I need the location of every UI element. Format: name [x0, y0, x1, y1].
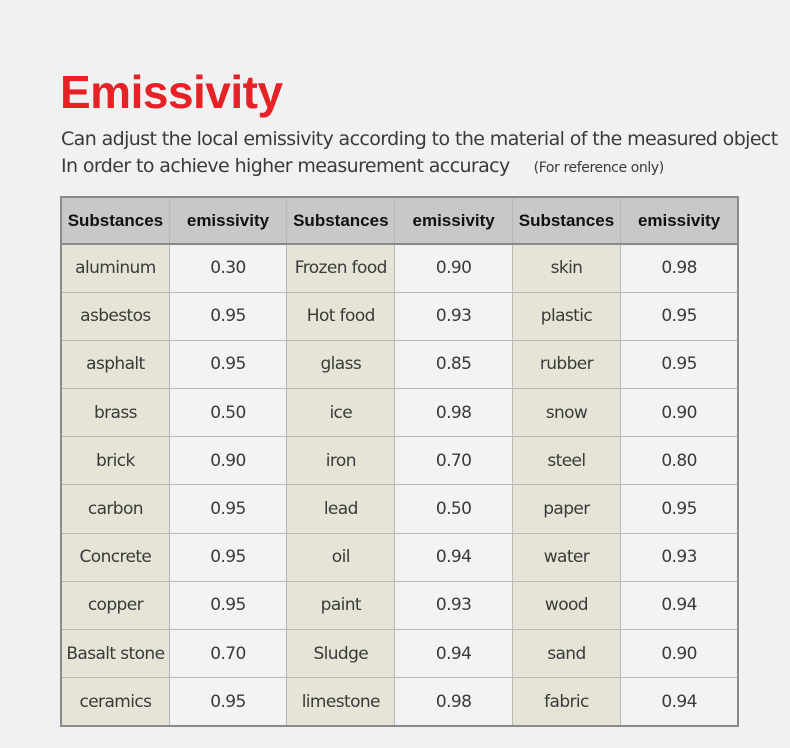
emissivity-value-cell: 0.94 [395, 533, 512, 581]
substance-cell: fabric [512, 678, 620, 726]
substance-cell: Basalt stone [61, 630, 169, 678]
substance-cell: asbestos [61, 292, 169, 340]
substance-cell: brass [61, 389, 169, 437]
table-row [61, 389, 738, 437]
substance-cell: lead [287, 485, 395, 533]
substance-cell: oil [287, 533, 395, 581]
subtitle-line-1: Can adjust the local emissivity according to the material of the measured object [61, 128, 778, 150]
emissivity-value-cell: 0.95 [621, 292, 738, 340]
substance-cell: snow [512, 389, 620, 437]
table-row [61, 581, 738, 629]
substance-cell: plastic [512, 292, 620, 340]
reference-note: (For reference only) [533, 160, 664, 176]
column-header-substances: Substances [512, 197, 620, 244]
emissivity-value-cell: 0.93 [395, 581, 512, 629]
emissivity-value-cell: 0.90 [169, 437, 286, 485]
emissivity-value-cell: 0.70 [395, 437, 512, 485]
emissivity-value-cell: 0.93 [621, 533, 738, 581]
substance-cell: sand [512, 630, 620, 678]
subtitle-line-2 [61, 153, 664, 181]
substance-cell: asphalt [61, 340, 169, 388]
substance-cell: limestone [287, 678, 395, 726]
substance-cell: brick [61, 437, 169, 485]
table-row [61, 630, 738, 678]
substance-cell: carbon [61, 485, 169, 533]
emissivity-value-cell: 0.90 [395, 244, 512, 292]
substance-cell: Sludge [287, 630, 395, 678]
emissivity-value-cell: 0.50 [395, 485, 512, 533]
emissivity-value-cell: 0.94 [395, 630, 512, 678]
emissivity-value-cell: 0.95 [169, 678, 286, 726]
table-row [61, 244, 738, 292]
emissivity-value-cell: 0.98 [395, 389, 512, 437]
substance-cell: wood [512, 581, 620, 629]
emissivity-value-cell: 0.50 [169, 389, 286, 437]
substance-cell: paper [512, 485, 620, 533]
emissivity-value-cell: 0.95 [169, 340, 286, 388]
emissivity-value-cell: 0.95 [169, 485, 286, 533]
emissivity-value-cell: 0.95 [169, 533, 286, 581]
emissivity-value-cell: 0.80 [621, 437, 738, 485]
emissivity-value-cell: 0.30 [169, 244, 286, 292]
substance-cell: rubber [512, 340, 620, 388]
substance-cell: Hot food [287, 292, 395, 340]
emissivity-value-cell: 0.93 [395, 292, 512, 340]
table-row [61, 678, 738, 726]
emissivity-value-cell: 0.98 [621, 244, 738, 292]
column-header-substances: Substances [287, 197, 395, 244]
substance-cell: iron [287, 437, 395, 485]
column-header-substances: Substances [61, 197, 169, 244]
emissivity-value-cell: 0.95 [621, 340, 738, 388]
emissivity-value-cell: 0.90 [621, 389, 738, 437]
table-header-row [61, 197, 738, 244]
table-row [61, 340, 738, 388]
column-header-emissivity: emissivity [169, 197, 286, 244]
substance-cell: paint [287, 581, 395, 629]
substance-cell: aluminum [61, 244, 169, 292]
substance-cell: glass [287, 340, 395, 388]
substance-cell: ice [287, 389, 395, 437]
substance-cell: Frozen food [287, 244, 395, 292]
page-title: Emissivity [60, 66, 283, 118]
substance-cell: water [512, 533, 620, 581]
table-row [61, 485, 738, 533]
substance-cell: steel [512, 437, 620, 485]
substance-cell: copper [61, 581, 169, 629]
emissivity-value-cell: 0.98 [395, 678, 512, 726]
emissivity-value-cell: 0.94 [621, 678, 738, 726]
emissivity-value-cell: 0.95 [621, 485, 738, 533]
column-header-emissivity: emissivity [395, 197, 512, 244]
substance-cell: Concrete [61, 533, 169, 581]
substance-cell: skin [512, 244, 620, 292]
emissivity-value-cell: 0.85 [395, 340, 512, 388]
table-row [61, 292, 738, 340]
emissivity-value-cell: 0.94 [621, 581, 738, 629]
emissivity-value-cell: 0.95 [169, 292, 286, 340]
emissivity-table [60, 196, 739, 727]
table-row [61, 437, 738, 485]
emissivity-value-cell: 0.95 [169, 581, 286, 629]
substance-cell: ceramics [61, 678, 169, 726]
subtitle-line-2-text: In order to achieve higher measurement accuracy [61, 155, 510, 177]
table-row [61, 533, 738, 581]
emissivity-value-cell: 0.90 [621, 630, 738, 678]
emissivity-value-cell: 0.70 [169, 630, 286, 678]
column-header-emissivity: emissivity [621, 197, 738, 244]
